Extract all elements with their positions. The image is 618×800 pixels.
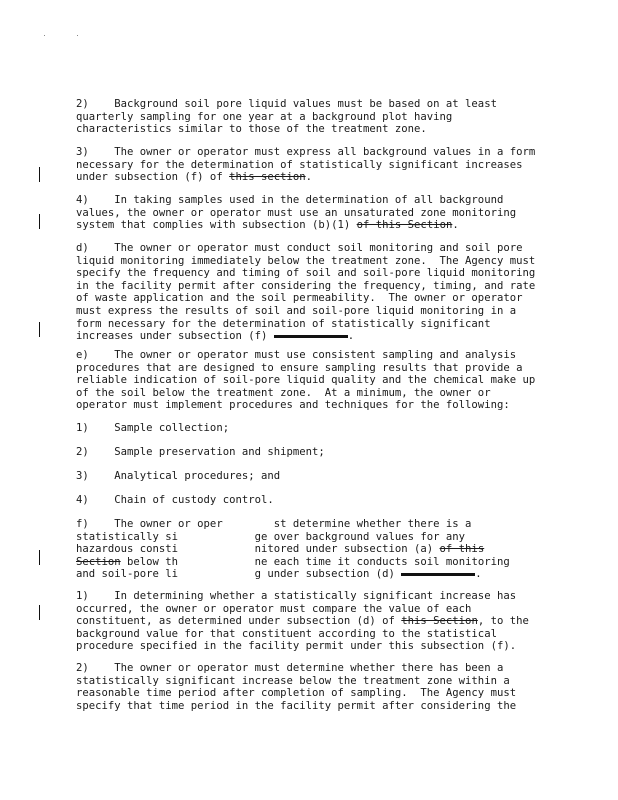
- list-item-e3: [76, 470, 546, 483]
- list-item-e1: [76, 422, 546, 435]
- text-line: in the facility permit after considering the frequency, timing, and rate: [76, 279, 536, 292]
- text-line: reliable indication of soil-pore liquid quality and the chemical make up: [76, 374, 536, 387]
- text-line: background value for that constituent according to the statistical: [76, 627, 497, 640]
- paragraph-e: [76, 349, 546, 412]
- paragraph-c2: [76, 98, 546, 136]
- text-line: 3) The owner or operator must express all background values in a form: [76, 146, 536, 158]
- text-line: procedures that are designed to ensure sampling results that provide a: [76, 361, 523, 374]
- paragraph-f: [76, 518, 546, 581]
- text-line: statistically si ge over background values for any: [76, 530, 466, 543]
- text-line: 4) In taking samples used in the determination of all background: [76, 194, 504, 206]
- text-line: specify the frequency and timing of soil and soil-pore liquid monitoring: [76, 267, 536, 280]
- text-line: form necessary for the determination of statistically significant: [76, 317, 491, 330]
- text-line: quarterly sampling for one year at a background plot having: [76, 110, 453, 123]
- struck-text: of this Section: [356, 219, 453, 232]
- text-line: hazardous consti nitored under subsection (a) of this: [76, 543, 485, 556]
- revision-bar: [39, 550, 40, 565]
- text-line: statistically significant increase below the treatment zone within a: [76, 674, 510, 687]
- revision-bar: [39, 167, 40, 182]
- revision-bar: [39, 605, 40, 620]
- revision-bar: [39, 322, 40, 337]
- text-line: constituent, as determined under subsection (d) of this Section, to the: [76, 615, 529, 628]
- text-line: must express the results of soil and soil-pore liquid monitoring in a: [76, 304, 517, 317]
- paragraph-c4: [76, 194, 546, 232]
- paragraph-f2: [76, 662, 546, 712]
- text-line: operator must implement procedures and techniques for the following:: [76, 399, 510, 412]
- text-line: 3) Analytical procedures; and: [76, 470, 281, 482]
- text-line: system that complies with subsection (b)(1) of this Section.: [76, 219, 459, 232]
- text-line: f) The owner or oper st determine whether there is a: [76, 518, 472, 530]
- text-line: under subsection (f) of this section.: [76, 171, 313, 184]
- text-line: 2) The owner or operator must determine whether there has been a: [76, 662, 504, 674]
- text-line: liquid monitoring immediately below the treatment zone. The Agency must: [76, 254, 536, 267]
- text-line: 2) Sample preservation and shipment;: [76, 446, 325, 458]
- redaction-mark: [401, 573, 475, 576]
- text-line: values, the owner or operator must use an unsaturated zone monitoring: [76, 206, 517, 219]
- text-line: 2) Background soil pore liquid values must be based on at least: [76, 98, 497, 110]
- text-line: and soil-pore li g under subsection (d) .: [76, 568, 482, 581]
- text-line: 1) In determining whether a statistically significant increase has: [76, 590, 517, 602]
- redaction-mark: [274, 335, 348, 338]
- text-line: specify that time period in the facility permit after considering the: [76, 699, 517, 712]
- paragraph-c3: [76, 146, 546, 184]
- scan-speck: [77, 35, 78, 36]
- text-line: 4) Chain of custody control.: [76, 494, 274, 506]
- text-line: d) The owner or operator must conduct soil monitoring and soil pore: [76, 242, 523, 254]
- paragraph-f1: [76, 590, 546, 653]
- text-line: occurred, the owner or operator must compare the value of each: [76, 602, 472, 615]
- struck-text: of this: [439, 543, 485, 556]
- revision-bar: [39, 214, 40, 229]
- text-line: reasonable time period after completion of sampling. The Agency must: [76, 687, 517, 700]
- text-line: 1) Sample collection;: [76, 422, 230, 434]
- text-line: characteristics similar to those of the treatment zone.: [76, 123, 427, 136]
- paragraph-d: [76, 242, 546, 343]
- struck-text: this Section: [401, 615, 478, 628]
- text-line: increases under subsection (f) .: [76, 330, 355, 343]
- text-line: Section below th ne each time it conducts soil monitoring: [76, 555, 510, 568]
- text-line: of waste application and the soil permeability. The owner or operator: [76, 292, 523, 305]
- text-line: necessary for the determination of statistically significant increases: [76, 158, 523, 171]
- text-line: procedure specified in the facility permit under this subsection (f).: [76, 640, 517, 653]
- struck-text: this section: [229, 171, 306, 184]
- scan-speck: [44, 35, 45, 36]
- list-item-e4: [76, 494, 546, 507]
- text-line: e) The owner or operator must use consistent sampling and analysis: [76, 349, 517, 361]
- text-line: of the soil below the treatment zone. At a minimum, the owner or: [76, 386, 491, 399]
- struck-text: Section: [76, 555, 121, 568]
- list-item-e2: [76, 446, 546, 459]
